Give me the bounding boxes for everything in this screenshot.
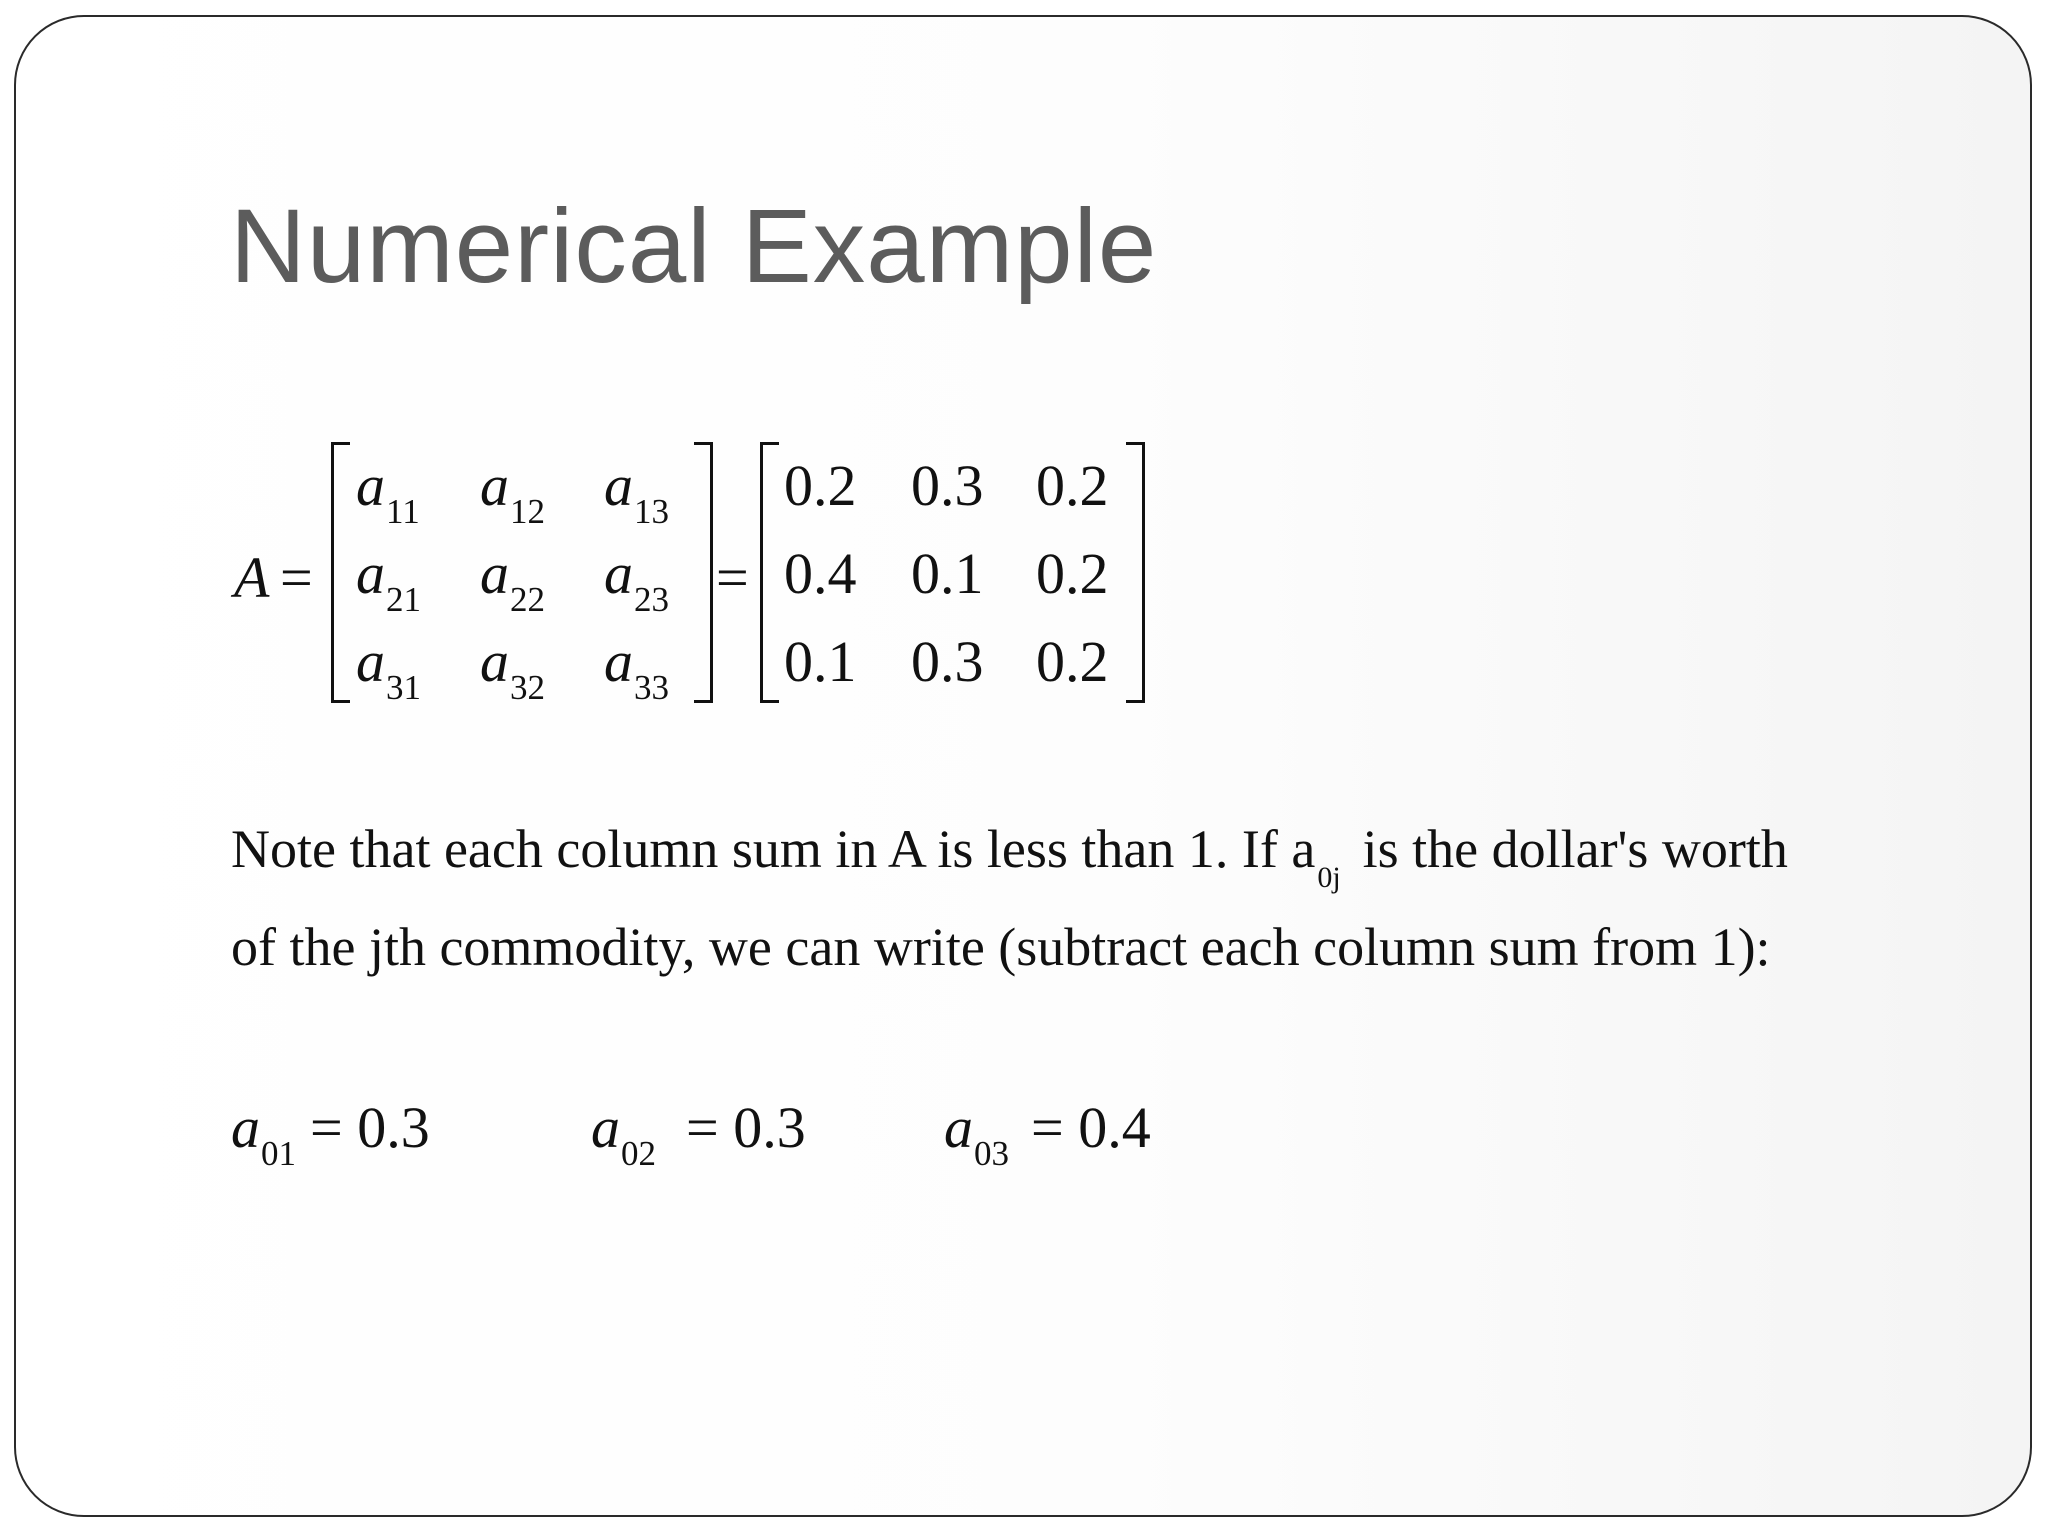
matrix-value-r1c1: 0.2 (784, 453, 857, 518)
left-bracket-symbolic (331, 442, 350, 703)
matrix-entry-a32: $a_{32}$ (480, 629, 545, 707)
equals-sign-2: = (716, 545, 749, 610)
right-bracket-symbolic (694, 442, 713, 703)
matrix-entry-a11: $a_{11}$ (356, 453, 420, 531)
matrix-value-r2c3: 0.2 (1036, 541, 1109, 606)
matrix-value-r2c2: 0.1 (911, 541, 984, 606)
matrix-entry-a21: $a_{21}$ (356, 541, 421, 619)
result-a01: $a_{01} = 0.3$ (231, 1095, 430, 1173)
matrix-entry-a31: $a_{31}$ (356, 629, 421, 707)
equals-sign: = (280, 545, 313, 610)
matrix-value-r1c3: 0.2 (1036, 453, 1109, 518)
matrix-value-r2c1: 0.4 (784, 541, 857, 606)
result-a02: $a_{02} = 0.3$ (591, 1095, 806, 1173)
note-line-2: of the jth commodity, we can write (subtract each column sum from 1): (231, 917, 1771, 977)
slide-frame (14, 15, 2032, 1517)
matrix-entry-a23: $a_{23}$ (604, 541, 669, 619)
matrix-entry-a13: $a_{13}$ (604, 453, 669, 531)
matrix-value-r1c2: 0.3 (911, 453, 984, 518)
matrix-value-r3c1: 0.1 (784, 629, 857, 694)
matrix-entry-a12: $a_{12}$ (480, 453, 545, 531)
note-line-1: Note that each column sum in A is less than 1. If $a_{0j}$ is the dollar's worth (231, 819, 1788, 894)
matrix-value-r3c3: 0.2 (1036, 629, 1109, 694)
matrix-value-r3c2: 0.3 (911, 629, 984, 694)
slide-title: Numerical Example (230, 188, 1158, 305)
left-bracket-numeric (760, 442, 779, 703)
matrix-entry-a22: $a_{22}$ (480, 541, 545, 619)
matrix-label: A (234, 545, 270, 610)
right-bracket-numeric (1126, 442, 1145, 703)
result-a03: $a_{03} = 0.4$ (944, 1095, 1151, 1173)
matrix-entry-a33: $a_{33}$ (604, 629, 669, 707)
